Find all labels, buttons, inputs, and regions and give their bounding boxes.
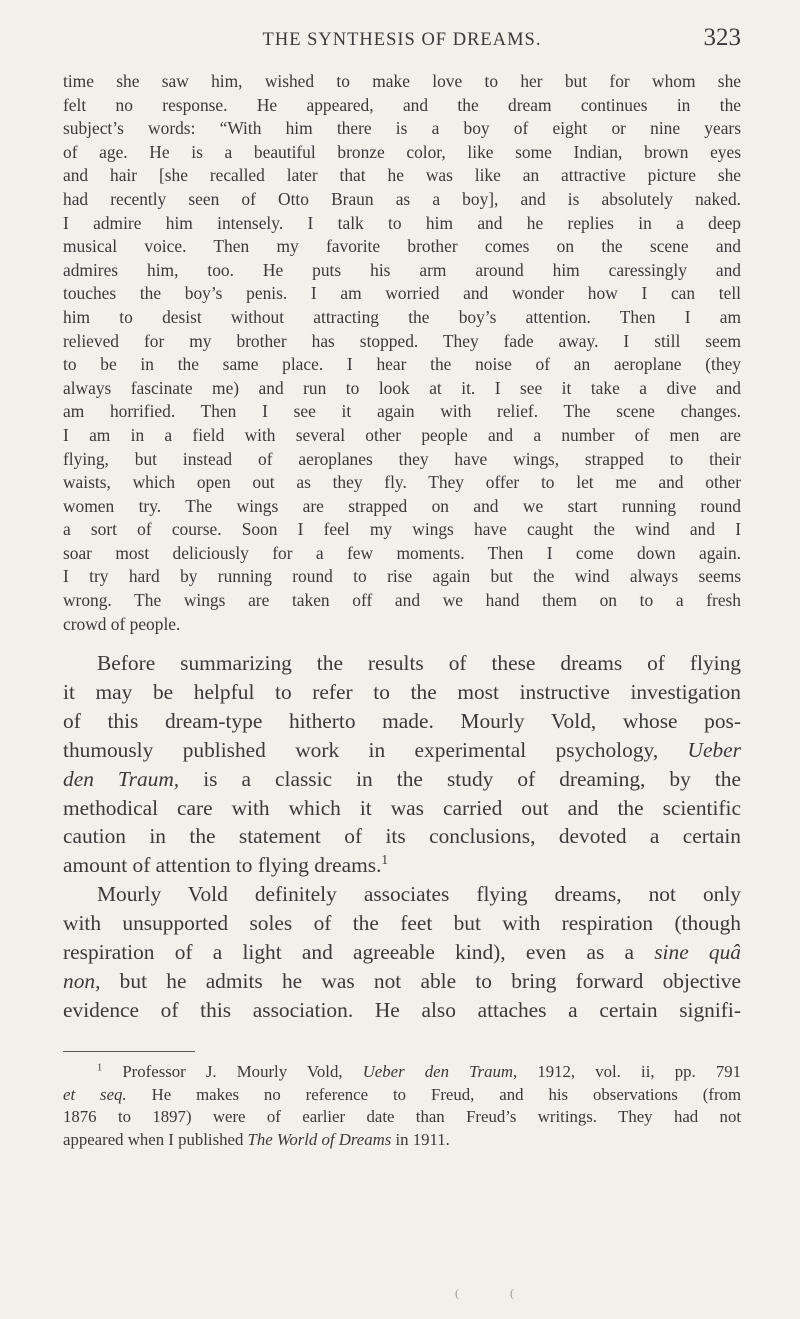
text-line [63,1061,741,1084]
text-line: methodical care with which it was carried out and the scientific [63,795,741,820]
text-line [63,765,741,794]
text-line: always fascinate me) and run to look at it. I see it take a dive and [63,377,741,398]
footnote-divider [63,1051,195,1052]
text-span: but he admits he was not able to bring forward objective [100,968,741,993]
footnote-marker: 1 [97,1062,103,1074]
text-line: a sort of course. Soon I feel my wings have caught the wind and I [63,519,741,540]
text-line: wrong. The wings are taken off and we hand them on to a fresh [63,590,741,611]
text-line [63,967,741,996]
dream-narrative [63,70,741,636]
text-span: is a classic in the study of dreaming, by the [179,766,741,791]
text-line [63,1129,741,1152]
footnote [63,1061,741,1151]
text-line [63,938,741,967]
paragraph-mourly-vold-intro [63,649,741,880]
text-line: subject’s words: “With him there is a boy of eight or nine years [63,118,741,139]
page-number: 323 [703,24,741,51]
text-line: of age. He is a beautiful bronze color, like some Indian, brown eyes [63,141,741,162]
text-span: amount of attention to flying dreams. [63,853,382,878]
text-line: women try. The wings are strapped on and we start running round [63,495,741,516]
book-title: Ueber [687,737,741,762]
text-line: touches the boy’s penis. I am worried and wonder how I can tell [63,283,741,304]
text-line: and hair [she recalled later that he was like an attractive picture she [63,165,741,186]
text-line: am horrified. Then I see it again with relief. The scene changes. [63,401,741,422]
text-line: caution in the statement of its conclusions, devoted a certain [63,824,741,849]
book-title: Ueber den Traum, [362,1062,518,1081]
text-span: 1912, vol. ii, pp. 791 [517,1062,741,1081]
text-line: it may be helpful to refer to the most instructive investigation [63,679,741,704]
book-title: den Traum, [63,766,180,791]
text-line: musical voice. Then my favorite brother comes on the scene and [63,236,741,257]
text-line: I try hard by running round to rise again but the wind always seems [63,566,741,587]
text-span: He makes no reference to Freud, and his observations (from [126,1084,741,1104]
text-line: I am in a field with several other people and a number of men are [63,424,741,445]
text-line: to be in the same place. I hear the noise of an aeroplane (they [63,354,741,375]
page-margin-marks: ( ( [455,1286,538,1300]
text-line: admires him, too. He puts his arm around him caressingly and [63,259,741,280]
text-line: of this dream-type hitherto made. Mourly Vold, whose pos- [63,708,741,733]
text-line: relieved for my brother has stopped. They fade away. I still seem [63,330,741,351]
text-span: respiration of a light and agreeable kind), even as a [63,939,655,964]
text-line: soar most deliciously for a few moments. Then I come down again. [63,542,741,563]
text-line: had recently seen of Otto Braun as a boy], and is absolutely naked. [63,188,741,209]
text-line: with unsupported soles of the feet but with respiration (though [63,910,741,935]
text-line: waists, which open out as they fly. They offer to let me and other [63,472,741,493]
paragraph-mourly-vold-respiration [63,880,741,1025]
latin-phrase: sine quâ [654,939,741,964]
text-line: Before summarizing the results of these dreams of flying [97,651,741,675]
text-line: felt no response. He appeared, and the dream continues in the [63,94,741,115]
text-span: appeared when I published [63,1129,248,1149]
text-span: Professor J. Mourly Vold, [102,1062,363,1081]
text-line: evidence of this association. He also attaches a certain signifi- [63,997,741,1022]
text-span: in 1911. [391,1129,450,1149]
text-line: 1876 to 1897) were of earlier date than Freud’s writings. They had not [63,1107,741,1127]
page-header [63,26,741,56]
text-line [63,851,741,880]
text-line: flying, but instead of aeroplanes they have wings, strapped to their [63,448,741,469]
book-title: The World of Dreams [247,1129,392,1149]
text-line: I admire him intensely. I talk to him and he replies in a deep [63,212,741,233]
latin-phrase: et seq. [63,1084,127,1104]
text-line: crowd of people. [63,613,181,634]
footnote-reference[interactable]: 1 [381,852,389,868]
text-line [63,1084,741,1107]
latin-phrase: non, [63,968,101,993]
running-head: THE SYNTHESIS OF DREAMS. [262,30,542,50]
text-line: Mourly Vold definitely associates flying dreams, not only [97,882,741,906]
text-line: time she saw him, wished to make love to her but for whom she [63,71,741,91]
text-span: thumously published work in experimental psychology, [63,737,688,762]
text-line [63,736,741,765]
text-line: him to desist without attracting the boy’s attention. Then I am [63,306,741,327]
